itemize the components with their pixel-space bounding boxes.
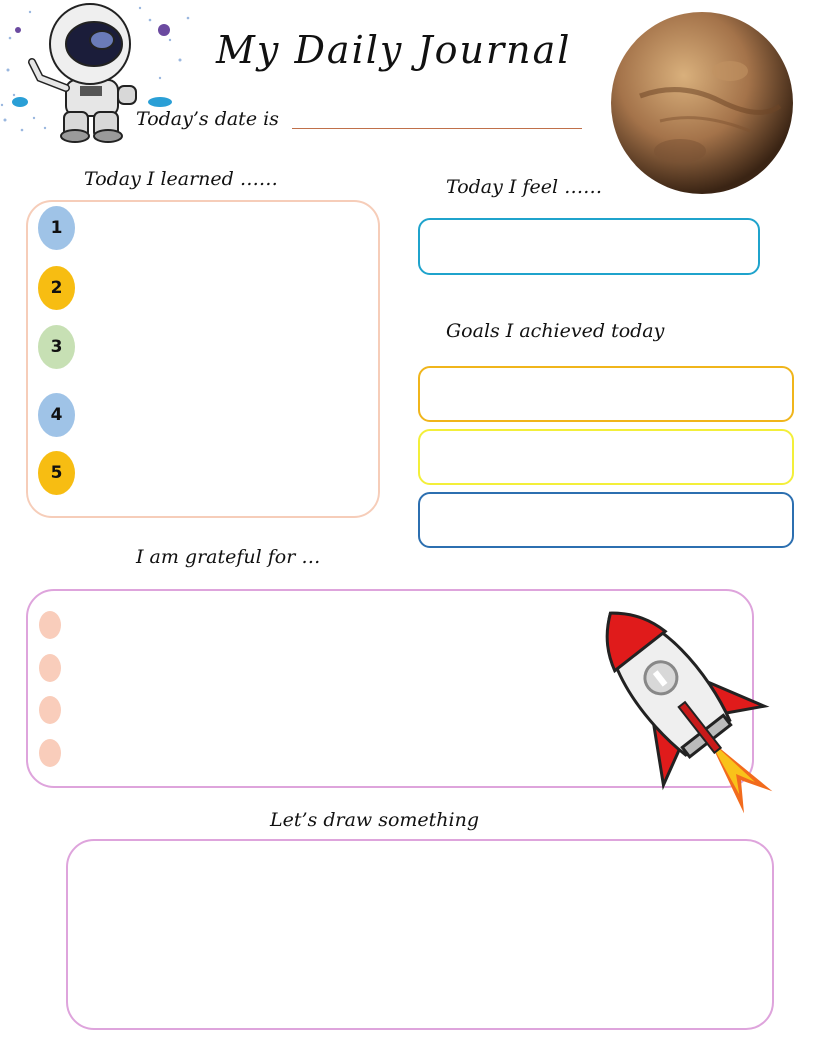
goal-box-1[interactable] [418, 366, 794, 422]
grateful-heading: I am grateful for … [136, 546, 321, 568]
learned-number-1: 1 [38, 206, 75, 250]
page-title: My Daily Journal [216, 28, 572, 72]
learned-box[interactable] [26, 200, 380, 518]
goal-box-3[interactable] [418, 492, 794, 548]
learned-number-5: 5 [38, 451, 75, 495]
grateful-bullet [39, 739, 61, 767]
learned-number-2: 2 [38, 266, 75, 310]
grateful-bullet [39, 611, 61, 639]
feel-heading: Today I feel …… [446, 176, 603, 198]
goals-heading: Goals I achieved today [446, 320, 665, 342]
draw-heading: Let’s draw something [270, 809, 479, 831]
rocket-icon [562, 582, 802, 822]
feel-box[interactable] [418, 218, 760, 275]
learned-heading: Today I learned …… [84, 168, 278, 190]
grateful-bullet [39, 696, 61, 724]
learned-number-3: 3 [38, 325, 75, 369]
goal-box-2[interactable] [418, 429, 794, 485]
mars-planet-icon [610, 11, 794, 195]
date-input-line[interactable] [292, 128, 582, 129]
draw-box[interactable] [66, 839, 774, 1030]
date-label: Today’s date is [136, 108, 279, 130]
learned-number-4: 4 [38, 393, 75, 437]
grateful-bullet [39, 654, 61, 682]
